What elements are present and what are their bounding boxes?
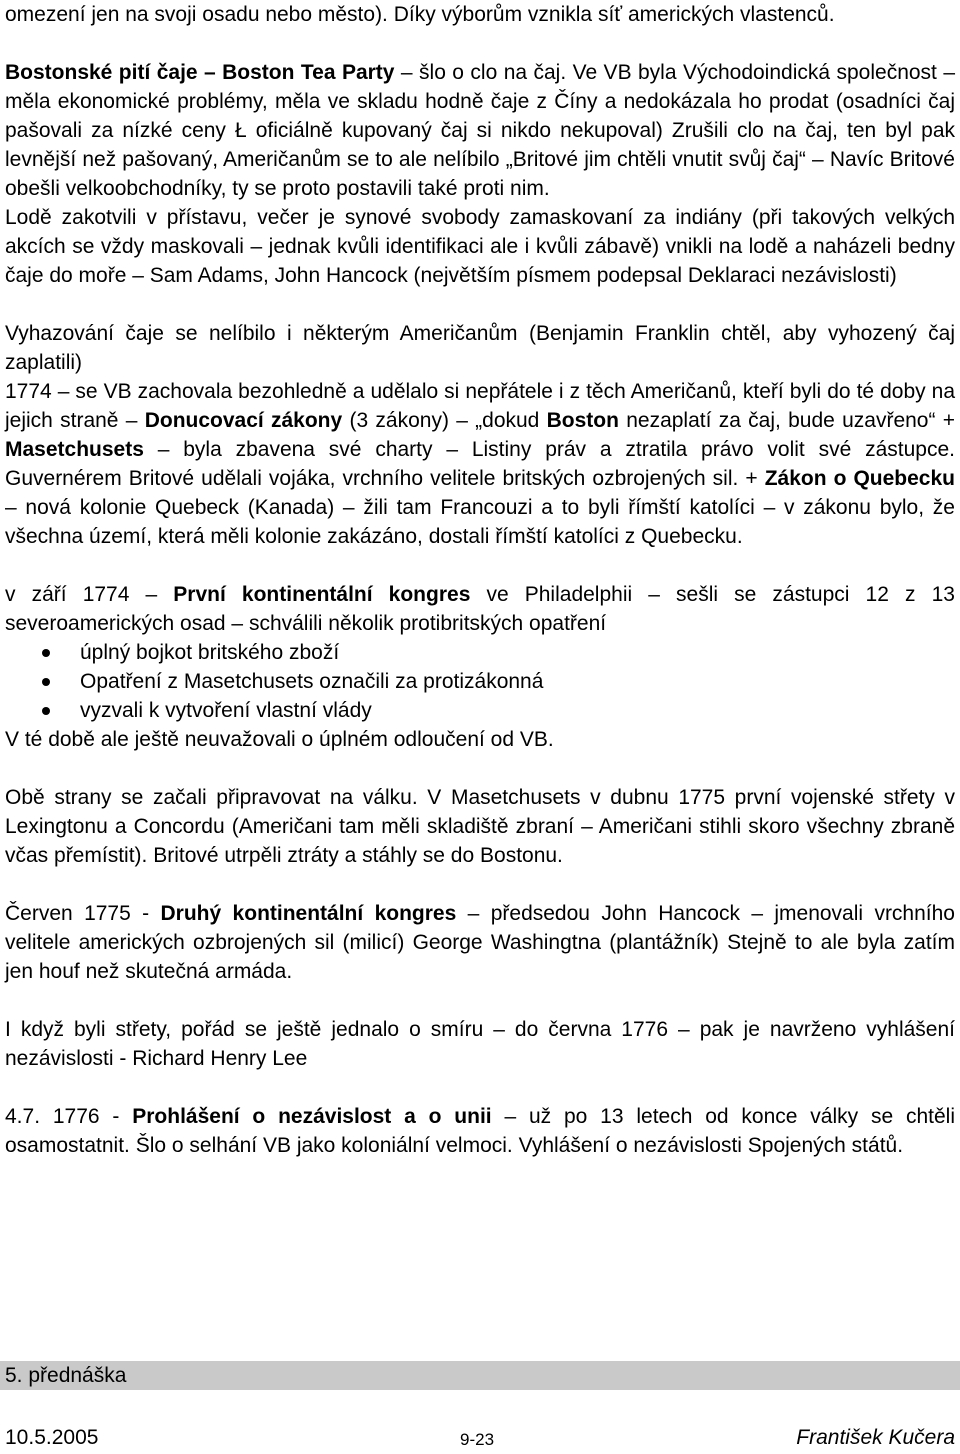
heading-inline: Bostonské pití čaje – Boston Tea Party (5, 61, 395, 84)
text: – předsedou John Hancock – jmenovali vrchního velitele amerických ozbrojených sil (milicí) George Washingtna (plantážník) Stejně to ale byla zatím jen houf než skutečná armáda. (5, 902, 955, 983)
paragraph-declaration (5, 1102, 955, 1160)
paragraph-second-congress (5, 899, 955, 986)
text: V té době ale ještě neuvažovali o úplném odloučení od VB. (5, 728, 554, 751)
text: Vyhazování čaje se nelíbilo i některým Američanům (Benjamin Franklin chtěl, aby vyhozený čaj zaplatili) (5, 322, 955, 374)
bullet-list (5, 638, 955, 725)
term-declaration: Prohlášení o nezávislost a o unii (132, 1105, 492, 1128)
document-body (5, 0, 955, 1160)
text: I když byli střety, pořád se ještě jednalo o smíru – do června 1776 – pak je navrženo vyhlášení nezávislosti - Richard Henry Lee (5, 1018, 955, 1070)
list-item: vyzvali k vytvoření vlastní vlády (5, 696, 955, 725)
term-quebec-act: Zákon o Quebecku (764, 467, 955, 490)
paragraph-reconciliation (5, 1015, 955, 1073)
paragraph-intro (5, 0, 955, 29)
section-band (0, 1361, 960, 1390)
paragraph-separation (5, 725, 955, 754)
text: – byla zbavena své charty – Listiny práv a ztratila právo volit své zástupce. Guvernérem Britové udělali vojáka, vrchního velitele britských ozbrojených sil. + (5, 438, 955, 490)
text: v září 1774 – (5, 583, 174, 606)
section-label: 5. přednáška (5, 1364, 127, 1387)
paragraph-tea-dumping (5, 319, 955, 377)
list-item: Opatření z Masetchusets označili za protizákonná (5, 667, 955, 696)
text: – šlo o clo na čaj. Ve VB byla Východoindická společnost – měla ekonomické problémy, měla ve skladu hodně čaje z Číny a nedokázala ho prodat (osadníci čaj pašovali za nízké ceny Ł oficiálně kupovaný čaj si nikdo nekupoval) Zrušili clo na čaj, ten byl pak levnější než pašovaný, Američanům se to ale nelíbilo „Britové jim chtěli vnutit svůj čaj“ – Navíc Britové obešli velkoobchodníky, ty se proto postavili také proti nim. (5, 61, 955, 200)
list-item: úplný bojkot britského zboží (5, 638, 955, 667)
footer-page-number: 9-23 (460, 1430, 495, 1449)
term-second-continental-congress: Druhý kontinentální kongres (160, 902, 457, 925)
paragraph-war-prep (5, 783, 955, 870)
term-first-continental-congress: První kontinentální kongres (173, 583, 471, 606)
text: 1774 – se VB zachovala bezohledně a udělalo si nepřátele i z těch Američanů, kteří byli do té doby na jejich straně – (5, 380, 955, 432)
page-footer (5, 1423, 955, 1452)
text: ve Philadelphii – sešli se zástupci 12 z 13 severoamerických osad – schválili několik protibritských opatření (5, 583, 955, 635)
paragraph-ships (5, 203, 955, 290)
text: omezení jen na svoji osadu nebo město). Díky výborům vznikla síť amerických vlastenců. (5, 3, 835, 26)
term-massachusetts: Masetchusets (5, 438, 144, 461)
footer-date: 10.5.2005 (5, 1426, 99, 1449)
paragraph-1774 (5, 377, 955, 551)
text: Červen 1775 - (5, 902, 161, 925)
text: nezaplatí za čaj, bude uzavřeno“ + (618, 409, 955, 432)
paragraph-first-congress (5, 580, 955, 638)
text: 4.7. 1776 - (5, 1105, 133, 1128)
text: (3 zákony) – „dokud (342, 409, 547, 432)
paragraph-boston-tea-party (5, 58, 955, 203)
footer-author: František Kučera (796, 1426, 955, 1449)
text: – už po 13 letech od konce války se chtěli osamostatnit. Šlo o selhání VB jako koloniální velmoci. Vyhlášení o nezávislosti Spojených států. (5, 1105, 955, 1157)
term-coercive-acts: Donucovací zákony (144, 409, 343, 432)
term-boston: Boston (546, 409, 619, 432)
text: – nová kolonie Quebeck (Kanada) – žili tam Francouzi a to byli římští katolíci – v zákonu bylo, že všechna území, která měli kolonie zakázáno, dostali římští katolíci z Quebecku. (5, 496, 955, 548)
text: Lodě zakotvili v přístavu, večer je synové svobody zamaskovaní za indiány (při takových velkých akcích se vždy maskovali – jednak kvůli identifikaci ale i kvůli zábavě) vnikli na lodě a naházeli bedny čaje do moře – Sam Adams, John Hancock (největším písmem podepsal Deklaraci nezávislosti) (5, 206, 955, 287)
text: Obě strany se začali připravovat na válku. V Masetchusets v dubnu 1775 první vojenské střety v Lexingtonu a Concordu (Američani tam měli skladiště zbraní – Američani stihli skoro všechny zbraně včas přemístit). Britové utrpěli ztráty a stáhly se do Bostonu. (5, 786, 955, 867)
